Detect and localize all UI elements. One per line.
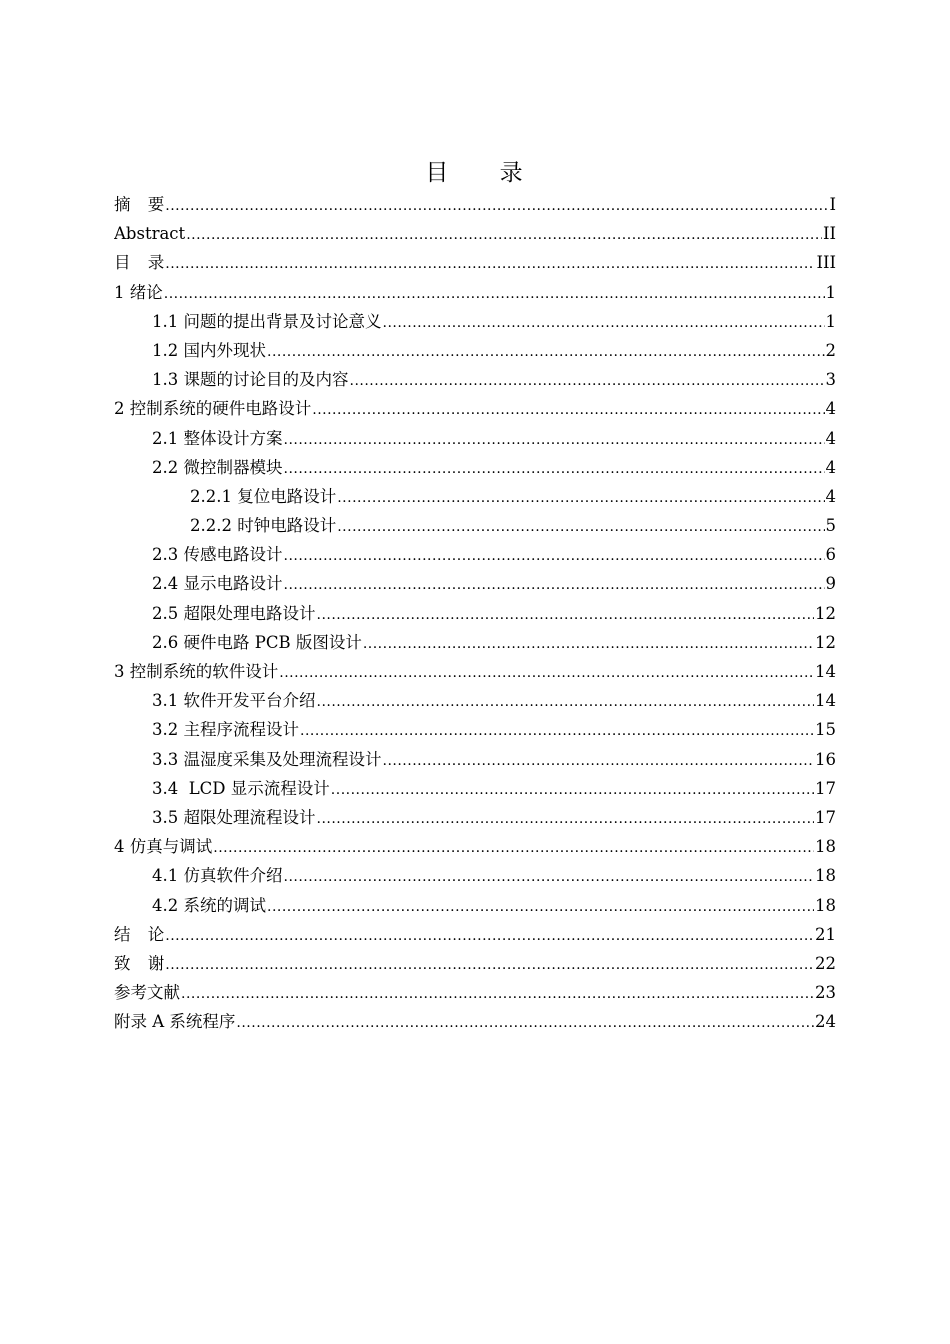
toc-entry-label: 1.1 问题的提出背景及讨论意义 [152,311,382,331]
toc-entry[interactable] [114,511,836,540]
toc-entry[interactable] [114,248,836,277]
toc-entry[interactable] [114,394,836,423]
toc-entry-label: 1.3 课题的讨论目的及内容 [152,370,349,390]
toc-entry[interactable] [114,628,836,657]
toc-leader-dots [284,455,825,482]
toc-entry-label: 2 控制系统的硬件电路设计 [114,399,312,419]
toc-entry-page-number: 5 [825,516,836,536]
toc-entry[interactable] [114,190,836,219]
toc-entry-label: 3 控制系统的软件设计 [114,662,279,681]
toc-leader-dots [383,747,815,774]
toc-entry-page-number: 6 [825,545,836,565]
toc-entry[interactable] [114,861,836,890]
toc-entry-label: 1 绪论 [114,282,163,302]
toc-entry-label: 4.1 仿真软件介绍 [152,866,283,886]
toc-leader-dots [350,367,825,394]
toc-entry[interactable] [114,745,836,774]
toc-entry-page-number: 15 [815,720,836,740]
toc-entry-page-number: 1 [825,282,836,302]
toc-entry-page-number: 14 [815,662,836,681]
toc-entry-page-number: 18 [815,866,836,886]
toc-leader-dots [165,250,815,277]
toc-leader-dots [383,309,825,336]
toc-entry[interactable] [114,832,836,861]
toc-leader-dots [236,1009,814,1036]
toc-entry[interactable] [114,774,836,803]
toc-leader-dots [363,630,814,657]
toc-entry[interactable] [114,307,836,336]
toc-entry-page-number: 9 [825,574,836,594]
toc-entry-page-number: 22 [815,953,836,973]
toc-entry[interactable] [114,482,836,511]
toc-leader-dots [284,863,815,890]
toc-entry[interactable] [114,599,836,628]
toc-leader-dots [337,513,824,540]
toc-leader-dots [165,951,814,978]
toc-entry-page-number: 17 [815,778,836,798]
toc-entry-page-number: 3 [825,370,836,390]
toc-entry[interactable] [114,219,836,248]
toc-entry-label: 3.5 超限处理流程设计 [152,807,316,827]
toc-entry[interactable] [114,891,836,920]
toc-entry-label: 摘 要 [114,195,165,214]
toc-entry-label: 3.3 温湿度采集及处理流程设计 [152,749,382,769]
toc-leader-dots [186,221,822,248]
toc-entry-label: 3.2 主程序流程设计 [152,720,299,740]
toc-leader-dots [317,805,815,832]
toc-leader-dots [317,688,815,715]
toc-entry[interactable] [114,978,836,1007]
toc-entry-page-number: 12 [815,603,836,623]
toc-leader-dots [300,717,814,744]
toc-entry[interactable] [114,803,836,832]
toc-leader-dots [165,192,828,219]
toc-entry-label: 2.6 硬件电路 PCB 版图设计 [152,632,362,652]
toc-entry-label: 3.4 LCD 显示流程设计 [152,778,330,798]
toc-entry[interactable] [114,336,836,365]
toc-leader-dots [284,571,825,598]
toc-entry-label: 致 谢 [114,953,165,973]
toc-entry-label: 3.1 软件开发平台介绍 [152,691,316,711]
toc-entry-page-number: 18 [815,895,836,915]
toc-entry[interactable] [114,569,836,598]
toc-entry-page-number: 1 [825,311,836,331]
toc-entry[interactable] [114,540,836,569]
toc-entry-page-number: 14 [815,691,836,711]
toc-entry-page-number: 24 [815,1012,836,1032]
toc-leader-dots [284,542,825,569]
toc-leader-dots [331,776,814,803]
toc-entry[interactable] [114,424,836,453]
toc-entry-label: 4 仿真与调试 [114,837,213,857]
toc-entry-label: Abstract [114,224,186,244]
toc-leader-dots [312,396,824,423]
toc-entry-page-number: 4 [825,399,836,419]
toc-entry-label: 目 录 [114,253,165,273]
toc-entry-label: 参考文献 [114,983,180,1003]
toc-entry-page-number: 16 [815,749,836,769]
toc-entry[interactable] [114,686,836,715]
toc-entry-label: 附录 A 系统程序 [114,1012,236,1032]
toc-leader-dots [317,601,815,628]
toc-entry-label: 2.3 传感电路设计 [152,545,283,565]
toc-entry-page-number: 2 [825,340,836,360]
toc-entry[interactable] [114,657,836,686]
toc-entry-label: 2.1 整体设计方案 [152,428,283,448]
toc-entry[interactable] [114,278,836,307]
toc-entry-page-number: 17 [815,807,836,827]
toc-entry-page-number: 12 [815,632,836,652]
toc-entry[interactable] [114,1007,836,1036]
toc-entry-label: 结 论 [114,924,165,944]
toc-entry-page-number: 18 [815,837,836,857]
toc-entry[interactable] [114,920,836,949]
toc-entry-page-number: 4 [825,457,836,477]
toc-leader-dots [337,484,824,511]
toc-entry[interactable] [114,715,836,744]
toc-leader-dots [267,893,814,920]
toc-entry[interactable] [114,949,836,978]
toc-entry-label: 4.2 系统的调试 [152,895,266,915]
toc-entry-page-number: 21 [815,924,836,944]
toc-entry-page-number: I [829,195,836,214]
toc-title [0,158,950,188]
toc-entry-label: 2.2 微控制器模块 [152,457,283,477]
toc-entry-page-number: III [816,253,836,273]
toc-entry-page-number: 4 [825,428,836,448]
toc-leader-dots [164,280,825,307]
toc-leader-dots [284,426,825,453]
toc-entry-label: 2.5 超限处理电路设计 [152,603,316,623]
toc-entry-label: 2.2.2 时钟电路设计 [190,516,337,536]
toc-entry[interactable] [114,453,836,482]
toc-title-text: 目 录 [425,160,525,186]
toc-leader-dots [279,659,814,686]
toc-leader-dots [181,980,814,1007]
toc-entry-page-number: 23 [815,983,836,1003]
toc-entry-page-number: II [822,224,836,244]
toc-entry-label: 1.2 国内外现状 [152,340,266,360]
table-of-contents [114,190,836,1036]
toc-leader-dots [267,338,825,365]
toc-entry[interactable] [114,365,836,394]
toc-entry-page-number: 4 [825,486,836,506]
toc-leader-dots [165,922,814,949]
toc-entry-label: 2.2.1 复位电路设计 [190,486,337,506]
toc-leader-dots [213,834,814,861]
toc-entry-label: 2.4 显示电路设计 [152,574,283,594]
